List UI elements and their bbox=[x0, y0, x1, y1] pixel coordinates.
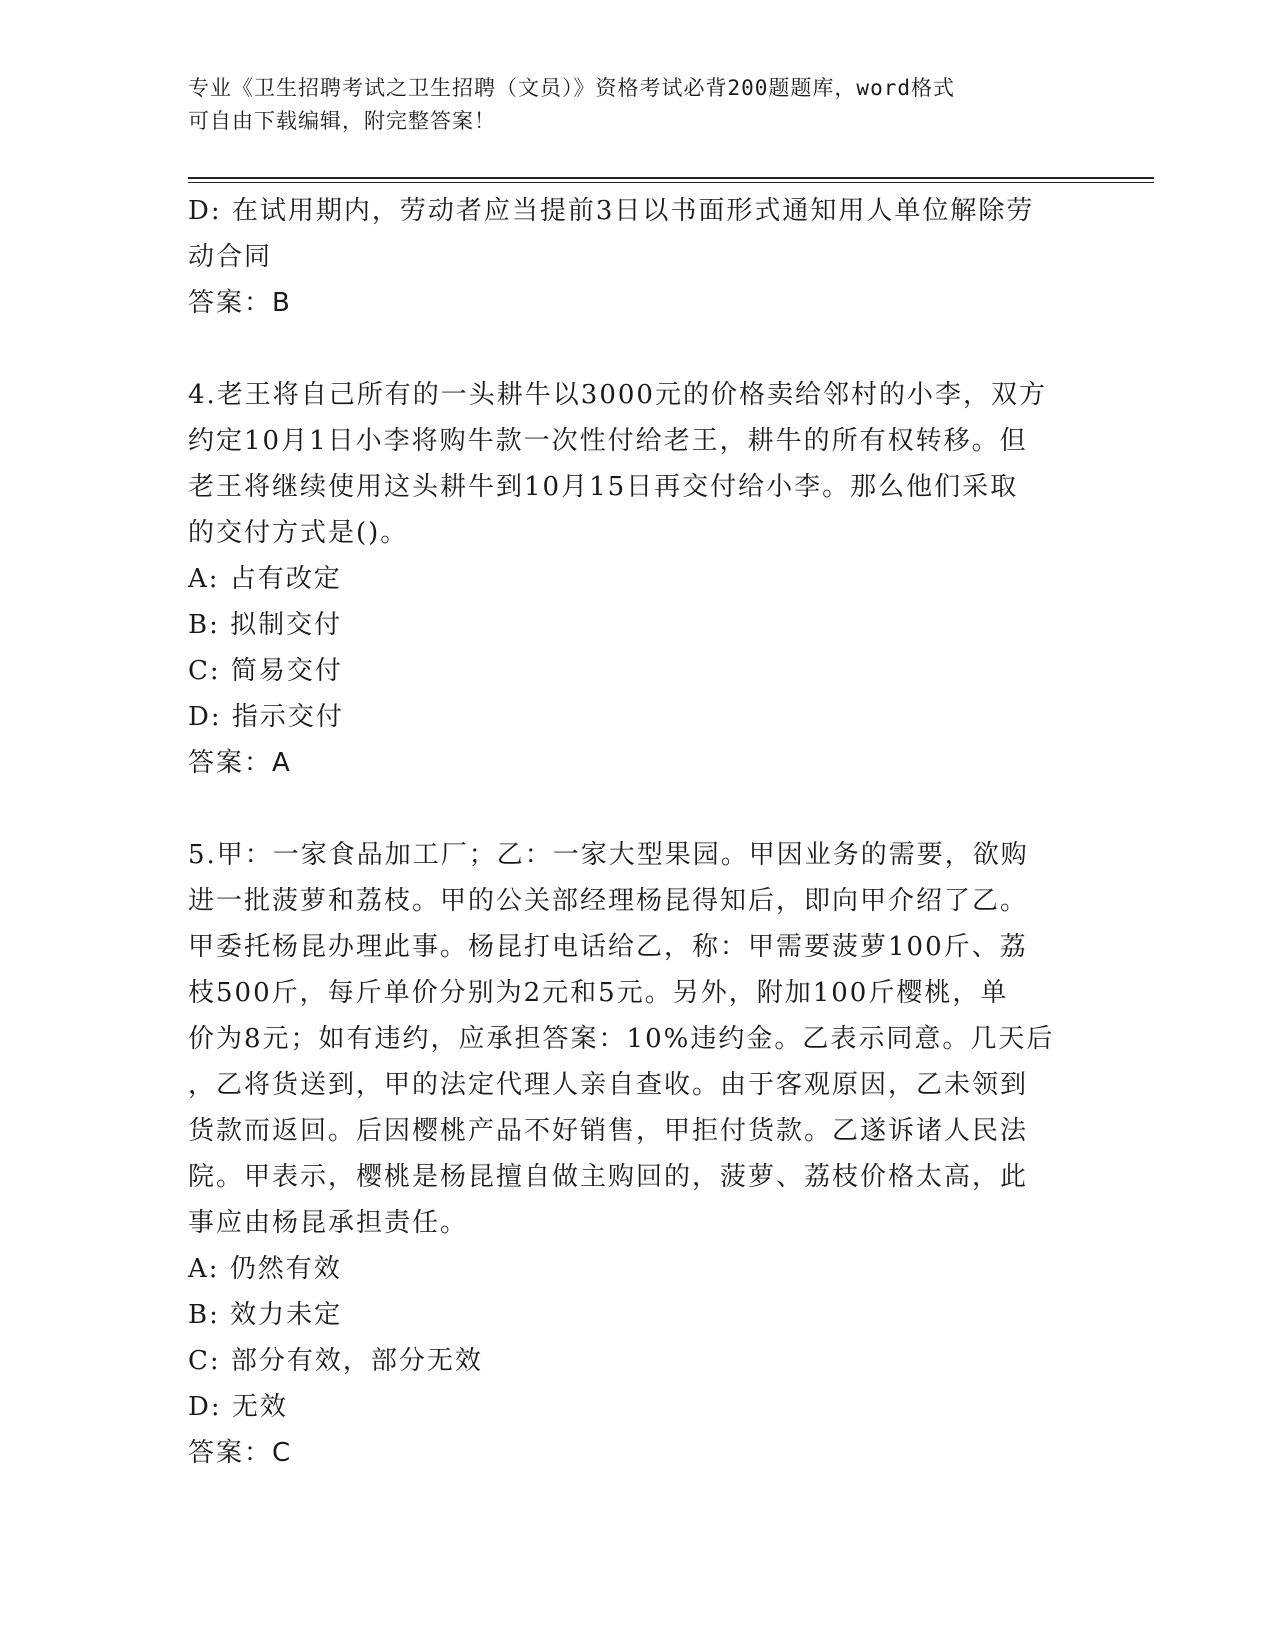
header-rule-thick bbox=[188, 177, 1154, 179]
q5-answer: 答案：C bbox=[188, 1438, 293, 1468]
header-title-line-2: 可自由下载编辑，附完整答案！ bbox=[188, 109, 496, 133]
spacer bbox=[188, 786, 1068, 832]
q5-option-a: A: 仍然有效 bbox=[188, 1254, 342, 1284]
q4-stem-line-1: 4.老王将自己所有的一头耕牛以3000元的价格卖给邻村的小李，双方 bbox=[188, 380, 1047, 410]
q5-stem-line-3: 甲委托杨昆办理此事。杨昆打电话给乙，称：甲需要菠萝100斤、荔 bbox=[188, 932, 1028, 962]
q5-stem-line-4: 枝500斤，每斤单价分别为2元和5元。另外，附加100斤樱桃，单 bbox=[188, 978, 1009, 1008]
q3-answer: 答案：B bbox=[188, 288, 292, 318]
q5-stem-line-9: 事应由杨昆承担责任。 bbox=[188, 1208, 469, 1238]
q5-option-d: D: 无效 bbox=[188, 1392, 288, 1422]
question-4 bbox=[188, 372, 1068, 786]
q3-option-d-line-2: 动合同 bbox=[188, 242, 273, 272]
q4-option-d: D: 指示交付 bbox=[188, 702, 344, 732]
header-title-line-1: 专业《卫生招聘考试之卫生招聘（文员）》资格考试必背200题题库，word格式 bbox=[188, 76, 955, 100]
q4-stem-line-3: 老王将继续使用这头耕牛到10月15日再交付给小李。那么他们采取 bbox=[188, 472, 1019, 502]
q4-option-c: C: 简易交付 bbox=[188, 656, 343, 686]
q4-stem-line-4: 的交付方式是()。 bbox=[188, 518, 409, 548]
question-3-tail bbox=[188, 188, 1068, 326]
header-rule-thin bbox=[188, 182, 1154, 183]
q4-stem-line-2: 约定10月1日小李将购牛款一次性付给老王，耕牛的所有权转移。但 bbox=[188, 426, 1028, 456]
q3-option-d-line-1: D: 在试用期内，劳动者应当提前3日以书面形式通知用人单位解除劳 bbox=[188, 196, 1035, 226]
page-header bbox=[188, 72, 1068, 138]
q4-answer: 答案：A bbox=[188, 748, 292, 778]
q5-stem-line-5: 价为8元；如有违约，应承担答案：10%违约金。乙表示同意。几天后 bbox=[188, 1024, 1055, 1054]
q5-stem-line-6: ，乙将货送到，甲的法定代理人亲自查收。由于客观原因，乙未领到 bbox=[188, 1070, 1029, 1100]
q5-stem-line-8: 院。甲表示，樱桃是杨昆擅自做主购回的，菠萝、荔枝价格太高，此 bbox=[188, 1162, 1029, 1192]
q5-stem-line-2: 进一批菠萝和荔枝。甲的公关部经理杨昆得知后，即向甲介绍了乙。 bbox=[188, 886, 1029, 916]
q5-stem-line-7: 货款而返回。后因樱桃产品不好销售，甲拒付货款。乙遂诉诸人民法 bbox=[188, 1116, 1029, 1146]
q4-option-a: A: 占有改定 bbox=[188, 564, 342, 594]
q4-option-b: B: 拟制交付 bbox=[188, 610, 343, 640]
q5-stem-line-1: 5.甲：一家食品加工厂；乙：一家大型果园。甲因业务的需要，欲购 bbox=[188, 840, 1029, 870]
q5-option-c: C: 部分有效，部分无效 bbox=[188, 1346, 483, 1376]
document-body bbox=[188, 188, 1068, 1476]
question-5 bbox=[188, 832, 1068, 1476]
q5-option-b: B: 效力未定 bbox=[188, 1300, 343, 1330]
spacer bbox=[188, 326, 1068, 372]
